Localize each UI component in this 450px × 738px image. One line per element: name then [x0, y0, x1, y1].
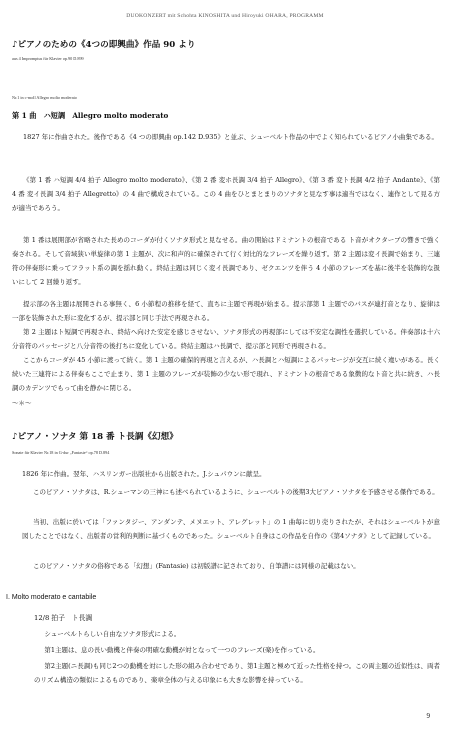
- section1-paragraph-2: 《第 1 番 ハ短調 4/4 拍子 Allegro molto moderato》、《第 2 番 変ホ長調 3/4 拍子 Allegro》、《第 3 番 変ト長調 4/2 拍子 Andante》、《第 4 番 変イ長調 3/4 拍子 Allegretto》の 4 曲で構成されている。この 4 曲をひとまとまりのソナタと見なす事は適当ではなく、連作として見る方が適当であろう。: [12, 176, 440, 212]
- section1-paragraph-4: 提示部の各主題は展開される事無く、6 小節程の推移を経て、直ちに主題で再現が始まる。提示部第 1 主題でのバスが連打音となり、旋律は一部を装飾された形に変化するが、提示部と同じ手法で再現される。: [12, 300, 440, 322]
- page-number: 9: [426, 712, 430, 720]
- section1-paragraph-6: ここからコーダが 45 小節に渡って続く。第 1 主題の確保的再現と言えるが、ハ長調とハ短調によるパッセージが交互に続く違いがある。長く続いた三連符による伴奏もここで止まり、第 1 主題のフレーズが装飾の少ない形で現れ、ドミナントの根音である象徴的なト音と共に続き、ハ長調のカデンツでもって曲を静かに閉じる。: [12, 356, 440, 392]
- section1-paragraph-5: 第 2 主題はト短調で再現され、終結へ向けた安定を感じさせない、ソナタ形式の再現部にしては不安定な調性を選択している。伴奏部は十六分音符のパッセージと八分音符の後打ちに変化している。終結主題はハ長調で、提示部と同形で再現される。: [12, 328, 440, 350]
- running-header: DUOKONZERT mit Schohta KINOSHITA und Hiroyuki OHARA, PROGRAMM: [126, 13, 324, 19]
- movement-heading: I. Molto moderato e cantabile: [6, 594, 97, 601]
- section2-paragraph-4: このピアノ・ソナタの俗称である「幻想」(Fantasie) は初版譜に記されており、自筆譜には同様の記載はない。: [33, 562, 360, 570]
- section1-paragraph-3: 第 1 番は展開部が省略された長めのコーダが付くソナタ形式と見なせる。曲の開始はドミナントの根音である ト音がオクターブの響きで強く奏される。そして音域狭い単旋律の第 1 主題が、次に和声的に確保されて行く対比的なフレーズを繰り返す。第 2 主題は変イ長調で始まり、三連符の伴奏形に乗ってフラット系の調を揺れ動く。終結主題は同じく変イ長調であり、ゼクエンツを伴う 4 小節のフレーズを基に後半を装飾的な扱いにして 2 回繰り返す。: [12, 236, 440, 286]
- section1-movement-title: 第 1 曲 ハ短調 Allegro molto moderato: [12, 111, 169, 120]
- section1-paragraph-1: 1827 年に作曲された。後作である《4 つの即興曲 op.142 D.935》と並ぶ、シューベルト作品の中でよく知られているピアノ小曲集である。: [23, 133, 438, 141]
- section2-paragraph-3: 当初、出版に於いては「ファンタジー、アンダンテ、メヌエット、アレグレット」の 1 曲毎に切り売りされたが、それはシューベルトが意図したことではなく、出版者の営利的判断に基づくものであった。シューベルト自身はこの作品を自作の《第4ソナタ》として記録している。: [22, 518, 440, 540]
- section2-paragraph-2: このピアノ・ソナタは、R.シューマンの三神にも述べられているように、シューベルトの後期3大ピアノ・ソナタを予感させる傑作である。: [33, 488, 439, 496]
- section1-title: ♪ピアノのための《4つの即興曲》作品 90 より: [12, 40, 196, 50]
- section2-title: ♪ピアノ・ソナタ 第 18 番 ト長調《幻想》: [12, 432, 178, 442]
- section-separator: ～＊～: [12, 399, 32, 407]
- movement-paragraph-1: シューベルトらしい自由なソナタ形式による。: [44, 630, 181, 638]
- section1-movement-small: Nr.1 in c-moll Allegro molto moderato: [12, 95, 77, 100]
- movement-tempo: 12/8 拍子 ト長調: [34, 614, 93, 622]
- section2-paragraph-1: 1826 年に作曲。翌年、ハスリンガー出版社から出版された。J.シュパウンに献呈。: [22, 470, 266, 478]
- movement-paragraph-2: 第1主題は、息の長い動機と伴奏の明確な動機が対となって一つのフレーズ(楽)を作っている。: [44, 646, 320, 654]
- movement-paragraph-3: 第2主題(ニ長調)も同じ2つの動機を対にした形の組み合わせであり、第1主題と極めて近った性格を持つ。この両主題の近似性は、両者のリズム構造の類似によるものであり、楽章全体の与える印象にも大きな影響を持っている。: [34, 662, 440, 684]
- section2-subtitle-small: Sonate für Klavier Nr.18 in G-dur „Fantasie“ op.78 D.894: [12, 450, 110, 455]
- section1-subtitle-small: aus 4 Impromptus für Klavier op.90 D.899: [12, 56, 84, 61]
